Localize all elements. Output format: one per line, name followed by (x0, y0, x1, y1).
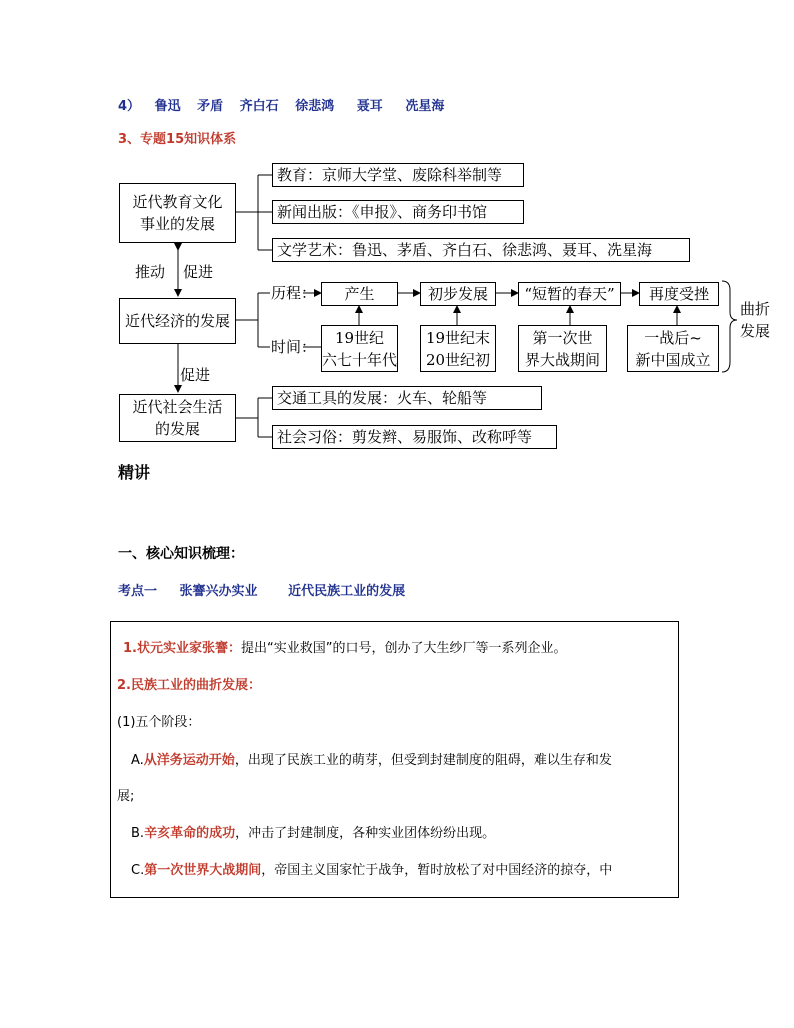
label-quzhe-line-2: 发展 (740, 322, 771, 340)
node-social-label: 近代社会生活的发展 (132, 398, 223, 438)
label-quzhe-line-1: 曲折 (740, 300, 771, 318)
label-shijian: 时间： (271, 338, 317, 356)
card-item-a-prefix: A. (131, 753, 144, 768)
time-3 (518, 325, 607, 372)
time-2-line-2: 20世纪初 (425, 350, 491, 369)
stage-chansheng-text: 产生 (344, 285, 375, 303)
node-economy (119, 298, 236, 344)
stage-chubu-text: 初步发展 (427, 285, 488, 303)
social-item-transport-text: 交通工具的发展：火车、轮船等 (277, 389, 488, 407)
card-item-a (131, 752, 671, 770)
card-item-c-highlight: 第一次世界大战期间 (144, 863, 262, 878)
card-p1-text: 提出“实业救国”的口号，创办了大生纱厂等一系列企业。 (240, 641, 567, 656)
card-item-a-highlight: 从洋务运动开始 (143, 753, 235, 768)
card-item-c (131, 862, 671, 880)
label-cujin-2: 促进 (180, 366, 211, 384)
node-social (119, 394, 236, 442)
card-item-c-text: ，帝国主义国家忙于战争，暂时放松了对中国经济的掠夺，中 (261, 863, 613, 878)
kaodian-label: 考点一 (118, 584, 158, 599)
stage-shoucuo-text: 再度受挫 (648, 285, 709, 303)
content-card (110, 621, 679, 898)
social-item-transport (272, 386, 542, 410)
time-1-line-1: 19世纪 (334, 328, 385, 347)
label-cujin-1: 促进 (183, 263, 214, 281)
label-tuidong: 推动 (135, 263, 166, 281)
card-item-a-cont: 展; (117, 789, 135, 804)
kaodian-topic-1: 张謇兴办实业 (179, 584, 258, 599)
time-2-line-1: 19世纪末 (425, 328, 491, 347)
edu-item-press-text: 新闻出版：《申报》、商务印书馆 (277, 203, 488, 221)
edu-item-press (272, 200, 524, 224)
time-4 (627, 325, 719, 372)
stage-chubu (420, 282, 496, 306)
time-1 (321, 325, 398, 372)
time-4-line-1: 一战后~ (644, 328, 702, 347)
kaodian-topic-2: 近代民族工业的发展 (288, 584, 406, 599)
stage-chansheng (321, 282, 398, 306)
card-p2 (117, 677, 261, 695)
node-economy-label: 近代经济的发展 (124, 312, 230, 330)
card-item-b (131, 825, 495, 843)
card-item-b-prefix: B. (131, 826, 145, 841)
card-item-b-highlight: 辛亥革命的成功 (144, 826, 236, 841)
card-p1-highlight: 1.状元实业家张謇： (123, 641, 241, 656)
section3-title: 3、专题15知识体系 (118, 132, 237, 147)
stage-shoucuo (639, 282, 719, 306)
card-item-a-text: ，出现了民族工业的萌芽，但受到封建制度的阻碍，难以生存和发 (234, 753, 612, 768)
time-1-line-2: 六七十年代 (322, 350, 398, 369)
time-3-line-2: 界大战期间 (524, 350, 600, 369)
edu-item-arts-text: 文学艺术：鲁迅、茅盾、齐白石、徐悲鸿、聂耳、冼星海 (277, 241, 653, 259)
kaodian-line (118, 580, 405, 599)
edu-item-education-text: 教育：京师大学堂、废除科举制等 (277, 166, 503, 184)
name-luxun: 鲁迅 (154, 99, 181, 114)
card-p1 (123, 640, 566, 658)
social-item-customs-text: 社会习俗：剪发辫、易服饰、改称呼等 (277, 428, 533, 446)
time-3-line-1: 第一次世 (532, 328, 593, 347)
node-education-label: 近代教育文化事业的发展 (132, 193, 223, 233)
card-p3: (1)五个阶段： (117, 715, 201, 730)
name-xubeihong: 徐悲鸿 (295, 99, 335, 114)
name-maodun: 矛盾 (197, 99, 224, 114)
edu-item-education (272, 163, 524, 187)
node-education (119, 183, 236, 243)
name-nieer: 聂耳 (356, 99, 383, 114)
time-4-line-2: 新中国成立 (635, 350, 711, 369)
label-licheng: 历程： (271, 284, 317, 302)
card-p2-highlight: 2.民族工业的曲折发展： (117, 678, 261, 693)
jingjiang-heading: 精讲 (118, 463, 151, 482)
time-2 (420, 325, 496, 372)
name-xianxinghai: 冼星海 (405, 99, 445, 114)
item-number: 4） (118, 99, 141, 114)
core-knowledge-title: 一、核心知识梳理： (118, 546, 244, 562)
name-qibaishi: 齐白石 (239, 99, 279, 114)
stage-chuntian-text: “短暂的春天” (524, 285, 615, 303)
card-item-c-prefix: C. (131, 863, 145, 878)
stage-chuntian (518, 282, 621, 306)
card-item-b-text: ，冲击了封建制度，各种实业团体纷纷出现。 (235, 826, 496, 841)
social-item-customs (272, 425, 557, 449)
edu-item-arts (272, 238, 690, 262)
label-quzhe (740, 298, 770, 342)
